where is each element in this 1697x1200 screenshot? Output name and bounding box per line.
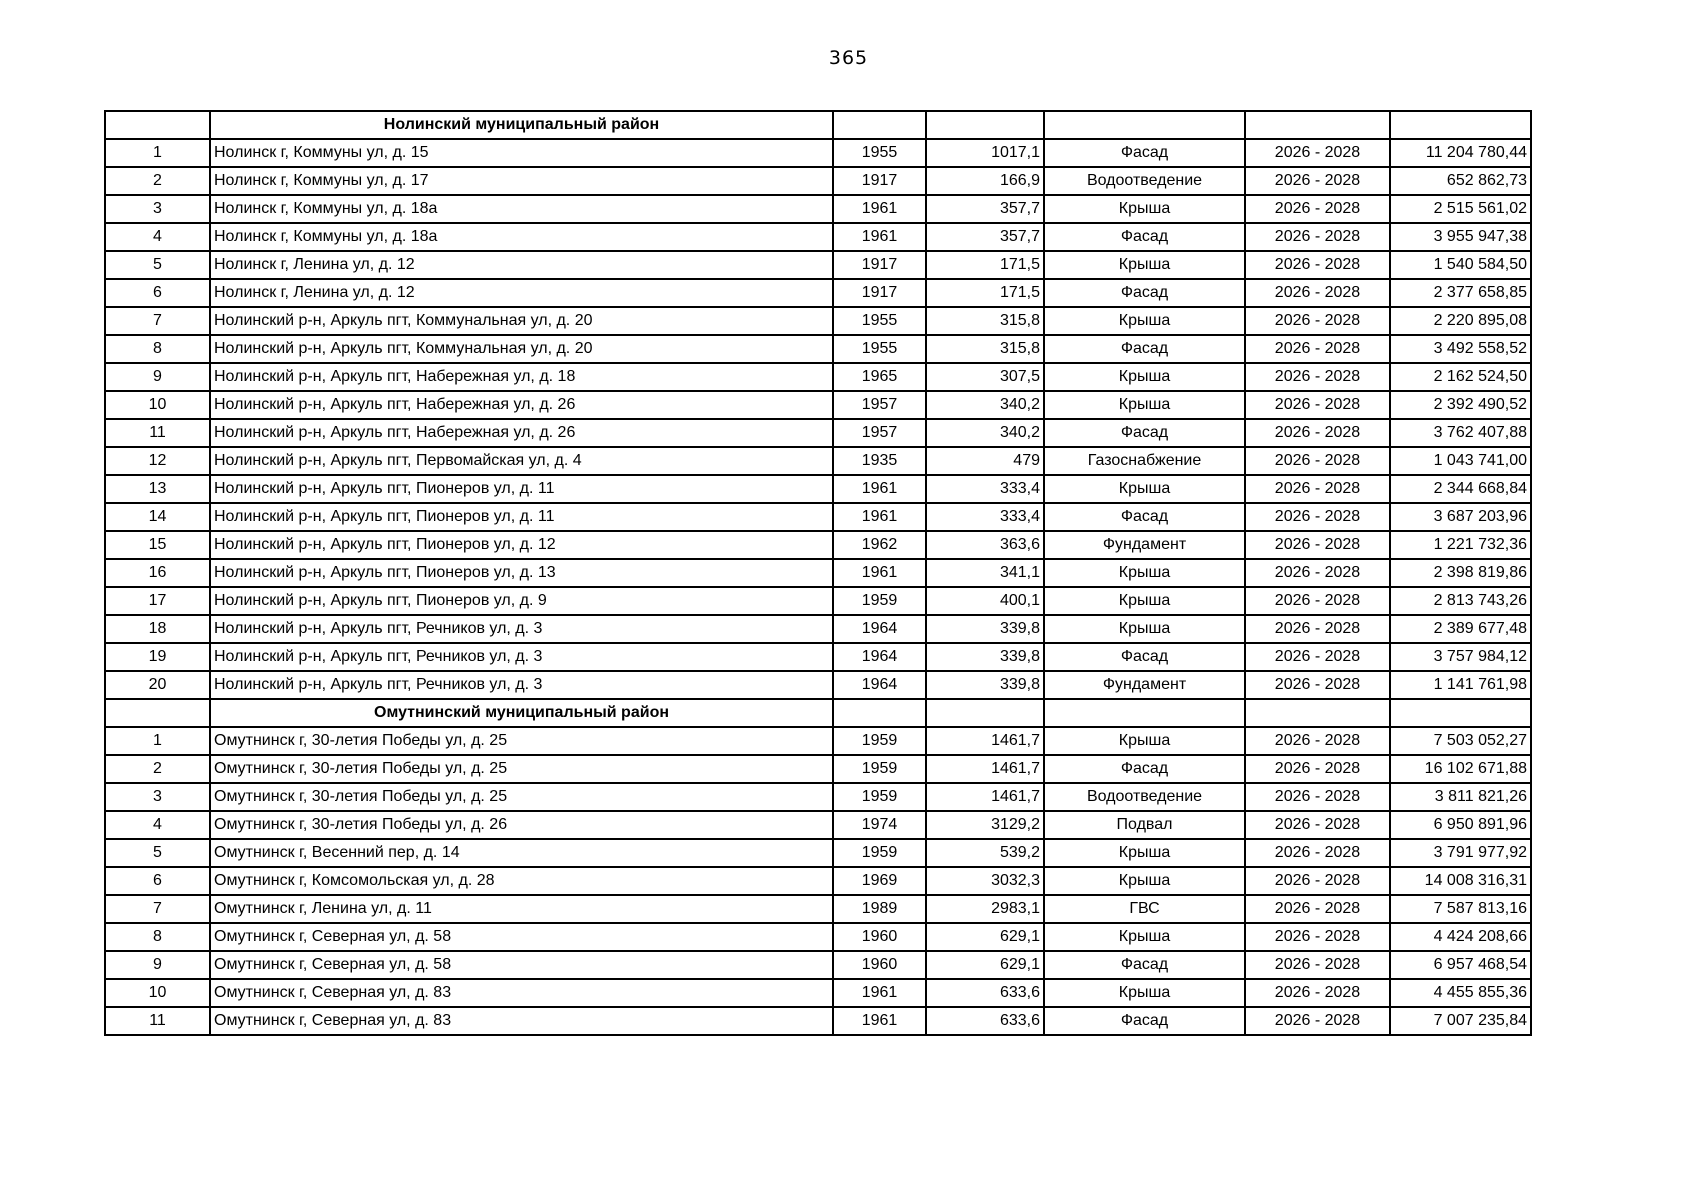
work-type-cell: Крыша <box>1044 391 1245 419</box>
year-cell: 1917 <box>833 167 926 195</box>
row-number: 20 <box>105 671 210 699</box>
year-cell: 1964 <box>833 643 926 671</box>
period-cell: 2026 - 2028 <box>1245 1007 1390 1035</box>
section-header-row <box>105 111 1531 139</box>
year-cell: 1989 <box>833 895 926 923</box>
period-cell: 2026 - 2028 <box>1245 643 1390 671</box>
period-cell: 2026 - 2028 <box>1245 363 1390 391</box>
work-type-cell: Фасад <box>1044 335 1245 363</box>
period-cell: 2026 - 2028 <box>1245 615 1390 643</box>
cost-cell: 2 377 658,85 <box>1390 279 1531 307</box>
cost-cell: 1 141 761,98 <box>1390 671 1531 699</box>
table-row <box>105 363 1531 391</box>
table-row <box>105 195 1531 223</box>
table-row <box>105 503 1531 531</box>
table-row <box>105 419 1531 447</box>
table-row <box>105 139 1531 167</box>
cost-cell: 7 587 813,16 <box>1390 895 1531 923</box>
area-cell: 339,8 <box>926 615 1044 643</box>
area-cell: 307,5 <box>926 363 1044 391</box>
work-type-cell: Крыша <box>1044 979 1245 1007</box>
address-cell: Омутнинск г, 30-летия Победы ул, д. 26 <box>210 811 833 839</box>
row-number: 11 <box>105 1007 210 1035</box>
work-type-cell: Крыша <box>1044 615 1245 643</box>
year-cell: 1961 <box>833 475 926 503</box>
address-cell: Нолинский р-н, Аркуль пгт, Пионеров ул, д. 13 <box>210 559 833 587</box>
cost-cell: 4 455 855,36 <box>1390 979 1531 1007</box>
table-row <box>105 531 1531 559</box>
year-cell: 1961 <box>833 195 926 223</box>
cost-cell: 3 687 203,96 <box>1390 503 1531 531</box>
cost-cell: 16 102 671,88 <box>1390 755 1531 783</box>
section-title: Нолинский муниципальный район <box>210 111 833 139</box>
period-cell: 2026 - 2028 <box>1245 783 1390 811</box>
year-cell: 1959 <box>833 587 926 615</box>
address-cell: Нолинск г, Коммуны ул, д. 15 <box>210 139 833 167</box>
area-cell: 341,1 <box>926 559 1044 587</box>
area-cell: 166,9 <box>926 167 1044 195</box>
address-cell: Нолинский р-н, Аркуль пгт, Речников ул, д. 3 <box>210 643 833 671</box>
row-number: 18 <box>105 615 210 643</box>
period-cell: 2026 - 2028 <box>1245 839 1390 867</box>
cost-cell: 652 862,73 <box>1390 167 1531 195</box>
table-row <box>105 279 1531 307</box>
row-number: 2 <box>105 755 210 783</box>
area-cell: 1461,7 <box>926 783 1044 811</box>
period-cell: 2026 - 2028 <box>1245 867 1390 895</box>
row-number: 3 <box>105 783 210 811</box>
period-cell: 2026 - 2028 <box>1245 811 1390 839</box>
empty-cell <box>1390 699 1531 727</box>
period-cell: 2026 - 2028 <box>1245 727 1390 755</box>
area-cell: 340,2 <box>926 419 1044 447</box>
work-type-cell: Крыша <box>1044 475 1245 503</box>
year-cell: 1917 <box>833 251 926 279</box>
table-row <box>105 671 1531 699</box>
area-cell: 629,1 <box>926 951 1044 979</box>
year-cell: 1957 <box>833 419 926 447</box>
cost-cell: 7 503 052,27 <box>1390 727 1531 755</box>
year-cell: 1935 <box>833 447 926 475</box>
table-row <box>105 951 1531 979</box>
area-cell: 339,8 <box>926 671 1044 699</box>
area-cell: 357,7 <box>926 195 1044 223</box>
address-cell: Нолинский р-н, Аркуль пгт, Коммунальная ул, д. 20 <box>210 307 833 335</box>
work-type-cell: Крыша <box>1044 587 1245 615</box>
table-row <box>105 811 1531 839</box>
work-type-cell: Фасад <box>1044 755 1245 783</box>
address-cell: Нолинск г, Ленина ул, д. 12 <box>210 279 833 307</box>
empty-cell <box>833 699 926 727</box>
address-cell: Нолинск г, Коммуны ул, д. 18а <box>210 195 833 223</box>
year-cell: 1965 <box>833 363 926 391</box>
year-cell: 1955 <box>833 335 926 363</box>
cost-cell: 3 757 984,12 <box>1390 643 1531 671</box>
address-cell: Омутнинск г, 30-летия Победы ул, д. 25 <box>210 727 833 755</box>
work-type-cell: Крыша <box>1044 251 1245 279</box>
work-type-cell: ГВС <box>1044 895 1245 923</box>
period-cell: 2026 - 2028 <box>1245 251 1390 279</box>
row-number: 8 <box>105 923 210 951</box>
cost-cell: 6 957 468,54 <box>1390 951 1531 979</box>
work-type-cell: Фасад <box>1044 951 1245 979</box>
period-cell: 2026 - 2028 <box>1245 195 1390 223</box>
period-cell: 2026 - 2028 <box>1245 139 1390 167</box>
cost-cell: 3 811 821,26 <box>1390 783 1531 811</box>
area-cell: 629,1 <box>926 923 1044 951</box>
table-row <box>105 447 1531 475</box>
year-cell: 1961 <box>833 503 926 531</box>
row-number: 19 <box>105 643 210 671</box>
cost-cell: 1 221 732,36 <box>1390 531 1531 559</box>
table-row <box>105 615 1531 643</box>
cost-cell: 3 955 947,38 <box>1390 223 1531 251</box>
address-cell: Омутнинск г, Северная ул, д. 83 <box>210 1007 833 1035</box>
address-cell: Омутнинск г, Ленина ул, д. 11 <box>210 895 833 923</box>
table-row <box>105 783 1531 811</box>
area-cell: 3129,2 <box>926 811 1044 839</box>
work-type-cell: Газоснабжение <box>1044 447 1245 475</box>
table-body <box>105 111 1531 1035</box>
year-cell: 1959 <box>833 755 926 783</box>
address-cell: Омутнинск г, Северная ул, д. 58 <box>210 951 833 979</box>
cost-cell: 1 043 741,00 <box>1390 447 1531 475</box>
address-cell: Нолинский р-н, Аркуль пгт, Набережная ул, д. 18 <box>210 363 833 391</box>
address-cell: Нолинский р-н, Аркуль пгт, Пионеров ул, д. 11 <box>210 475 833 503</box>
address-cell: Омутнинск г, 30-летия Победы ул, д. 25 <box>210 755 833 783</box>
page-number: 365 <box>828 47 869 69</box>
period-cell: 2026 - 2028 <box>1245 923 1390 951</box>
period-cell: 2026 - 2028 <box>1245 531 1390 559</box>
area-cell: 340,2 <box>926 391 1044 419</box>
table-row <box>105 559 1531 587</box>
table-row <box>105 475 1531 503</box>
year-cell: 1959 <box>833 727 926 755</box>
empty-cell <box>1044 699 1245 727</box>
period-cell: 2026 - 2028 <box>1245 279 1390 307</box>
cost-cell: 6 950 891,96 <box>1390 811 1531 839</box>
area-cell: 539,2 <box>926 839 1044 867</box>
area-cell: 333,4 <box>926 503 1044 531</box>
cost-cell: 3 791 977,92 <box>1390 839 1531 867</box>
row-number: 13 <box>105 475 210 503</box>
year-cell: 1959 <box>833 783 926 811</box>
row-number: 5 <box>105 251 210 279</box>
area-cell: 1461,7 <box>926 755 1044 783</box>
cost-cell: 2 220 895,08 <box>1390 307 1531 335</box>
address-cell: Омутнинск г, Весенний пер, д. 14 <box>210 839 833 867</box>
year-cell: 1961 <box>833 223 926 251</box>
period-cell: 2026 - 2028 <box>1245 307 1390 335</box>
table-row <box>105 251 1531 279</box>
area-cell: 2983,1 <box>926 895 1044 923</box>
table-row <box>105 307 1531 335</box>
row-number: 12 <box>105 447 210 475</box>
period-cell: 2026 - 2028 <box>1245 419 1390 447</box>
table-row <box>105 587 1531 615</box>
period-cell: 2026 - 2028 <box>1245 475 1390 503</box>
period-cell: 2026 - 2028 <box>1245 503 1390 531</box>
row-number: 15 <box>105 531 210 559</box>
row-number: 14 <box>105 503 210 531</box>
table-row <box>105 979 1531 1007</box>
address-cell: Нолинский р-н, Аркуль пгт, Набережная ул, д. 26 <box>210 419 833 447</box>
year-cell: 1961 <box>833 979 926 1007</box>
work-type-cell: Крыша <box>1044 195 1245 223</box>
period-cell: 2026 - 2028 <box>1245 671 1390 699</box>
cost-cell: 1 540 584,50 <box>1390 251 1531 279</box>
cost-cell: 2 813 743,26 <box>1390 587 1531 615</box>
area-cell: 633,6 <box>926 1007 1044 1035</box>
year-cell: 1957 <box>833 391 926 419</box>
address-cell: Нолинский р-н, Аркуль пгт, Коммунальная ул, д. 20 <box>210 335 833 363</box>
work-type-cell: Фундамент <box>1044 671 1245 699</box>
work-type-cell: Фасад <box>1044 1007 1245 1035</box>
cost-cell: 2 344 668,84 <box>1390 475 1531 503</box>
work-type-cell: Водоотведение <box>1044 783 1245 811</box>
period-cell: 2026 - 2028 <box>1245 391 1390 419</box>
area-cell: 633,6 <box>926 979 1044 1007</box>
row-number: 10 <box>105 391 210 419</box>
address-cell: Нолинский р-н, Аркуль пгт, Речников ул, д. 3 <box>210 671 833 699</box>
area-cell: 171,5 <box>926 279 1044 307</box>
address-cell: Нолинский р-н, Аркуль пгт, Набережная ул, д. 26 <box>210 391 833 419</box>
address-cell: Омутнинск г, 30-летия Победы ул, д. 25 <box>210 783 833 811</box>
empty-cell <box>105 111 210 139</box>
address-cell: Нолинский р-н, Аркуль пгт, Пионеров ул, д. 9 <box>210 587 833 615</box>
period-cell: 2026 - 2028 <box>1245 755 1390 783</box>
table-row <box>105 643 1531 671</box>
table-row <box>105 391 1531 419</box>
work-type-cell: Крыша <box>1044 867 1245 895</box>
row-number: 4 <box>105 811 210 839</box>
row-number: 6 <box>105 279 210 307</box>
address-cell: Нолинск г, Ленина ул, д. 12 <box>210 251 833 279</box>
table-row <box>105 223 1531 251</box>
year-cell: 1961 <box>833 1007 926 1035</box>
area-cell: 315,8 <box>926 335 1044 363</box>
period-cell: 2026 - 2028 <box>1245 951 1390 979</box>
year-cell: 1964 <box>833 615 926 643</box>
cost-cell: 2 515 561,02 <box>1390 195 1531 223</box>
year-cell: 1959 <box>833 839 926 867</box>
period-cell: 2026 - 2028 <box>1245 223 1390 251</box>
address-cell: Нолинский р-н, Аркуль пгт, Речников ул, д. 3 <box>210 615 833 643</box>
empty-cell <box>833 111 926 139</box>
period-cell: 2026 - 2028 <box>1245 587 1390 615</box>
period-cell: 2026 - 2028 <box>1245 895 1390 923</box>
empty-cell <box>1390 111 1531 139</box>
address-cell: Нолинский р-н, Аркуль пгт, Первомайская ул, д. 4 <box>210 447 833 475</box>
year-cell: 1969 <box>833 867 926 895</box>
work-type-cell: Подвал <box>1044 811 1245 839</box>
table-row <box>105 335 1531 363</box>
row-number: 10 <box>105 979 210 1007</box>
cost-cell: 2 389 677,48 <box>1390 615 1531 643</box>
area-cell: 3032,3 <box>926 867 1044 895</box>
section-title: Омутнинский муниципальный район <box>210 699 833 727</box>
table-row <box>105 867 1531 895</box>
area-cell: 357,7 <box>926 223 1044 251</box>
section-header-row <box>105 699 1531 727</box>
work-type-cell: Фасад <box>1044 279 1245 307</box>
address-cell: Нолинский р-н, Аркуль пгт, Пионеров ул, д. 12 <box>210 531 833 559</box>
area-cell: 1461,7 <box>926 727 1044 755</box>
cost-cell: 7 007 235,84 <box>1390 1007 1531 1035</box>
table-row <box>105 839 1531 867</box>
row-number: 6 <box>105 867 210 895</box>
year-cell: 1955 <box>833 307 926 335</box>
cost-cell: 2 392 490,52 <box>1390 391 1531 419</box>
area-cell: 171,5 <box>926 251 1044 279</box>
cost-cell: 14 008 316,31 <box>1390 867 1531 895</box>
row-number: 1 <box>105 727 210 755</box>
empty-cell <box>926 111 1044 139</box>
area-cell: 1017,1 <box>926 139 1044 167</box>
work-type-cell: Фасад <box>1044 223 1245 251</box>
work-type-cell: Крыша <box>1044 307 1245 335</box>
row-number: 11 <box>105 419 210 447</box>
row-number: 8 <box>105 335 210 363</box>
table-row <box>105 755 1531 783</box>
address-cell: Нолинск г, Коммуны ул, д. 17 <box>210 167 833 195</box>
empty-cell <box>1245 699 1390 727</box>
row-number: 17 <box>105 587 210 615</box>
address-cell: Нолинск г, Коммуны ул, д. 18а <box>210 223 833 251</box>
area-cell: 363,6 <box>926 531 1044 559</box>
row-number: 5 <box>105 839 210 867</box>
year-cell: 1960 <box>833 951 926 979</box>
work-type-cell: Фасад <box>1044 503 1245 531</box>
work-type-cell: Фасад <box>1044 643 1245 671</box>
row-number: 3 <box>105 195 210 223</box>
empty-cell <box>1245 111 1390 139</box>
row-number: 4 <box>105 223 210 251</box>
row-number: 7 <box>105 895 210 923</box>
year-cell: 1962 <box>833 531 926 559</box>
row-number: 16 <box>105 559 210 587</box>
work-type-cell: Крыша <box>1044 363 1245 391</box>
area-cell: 333,4 <box>926 475 1044 503</box>
cost-cell: 2 398 819,86 <box>1390 559 1531 587</box>
address-cell: Нолинский р-н, Аркуль пгт, Пионеров ул, д. 11 <box>210 503 833 531</box>
area-cell: 315,8 <box>926 307 1044 335</box>
empty-cell <box>1044 111 1245 139</box>
empty-cell <box>105 699 210 727</box>
year-cell: 1961 <box>833 559 926 587</box>
table-row <box>105 895 1531 923</box>
cost-cell: 2 162 524,50 <box>1390 363 1531 391</box>
work-type-cell: Крыша <box>1044 923 1245 951</box>
address-cell: Омутнинск г, Северная ул, д. 83 <box>210 979 833 1007</box>
period-cell: 2026 - 2028 <box>1245 335 1390 363</box>
work-type-cell: Крыша <box>1044 839 1245 867</box>
work-type-cell: Крыша <box>1044 559 1245 587</box>
work-type-cell: Водоотведение <box>1044 167 1245 195</box>
year-cell: 1955 <box>833 139 926 167</box>
area-cell: 339,8 <box>926 643 1044 671</box>
period-cell: 2026 - 2028 <box>1245 979 1390 1007</box>
work-type-cell: Крыша <box>1044 727 1245 755</box>
row-number: 9 <box>105 951 210 979</box>
work-type-cell: Фундамент <box>1044 531 1245 559</box>
year-cell: 1974 <box>833 811 926 839</box>
empty-cell <box>926 699 1044 727</box>
area-cell: 400,1 <box>926 587 1044 615</box>
table-row <box>105 1007 1531 1035</box>
cost-cell: 3 492 558,52 <box>1390 335 1531 363</box>
row-number: 2 <box>105 167 210 195</box>
year-cell: 1917 <box>833 279 926 307</box>
repair-program-table <box>104 110 1532 1036</box>
area-cell: 479 <box>926 447 1044 475</box>
address-cell: Омутнинск г, Комсомольская ул, д. 28 <box>210 867 833 895</box>
table-row <box>105 923 1531 951</box>
table-row <box>105 167 1531 195</box>
cost-cell: 11 204 780,44 <box>1390 139 1531 167</box>
table-row <box>105 727 1531 755</box>
period-cell: 2026 - 2028 <box>1245 447 1390 475</box>
period-cell: 2026 - 2028 <box>1245 559 1390 587</box>
year-cell: 1964 <box>833 671 926 699</box>
row-number: 9 <box>105 363 210 391</box>
address-cell: Омутнинск г, Северная ул, д. 58 <box>210 923 833 951</box>
work-type-cell: Фасад <box>1044 139 1245 167</box>
cost-cell: 4 424 208,66 <box>1390 923 1531 951</box>
row-number: 7 <box>105 307 210 335</box>
period-cell: 2026 - 2028 <box>1245 167 1390 195</box>
row-number: 1 <box>105 139 210 167</box>
work-type-cell: Фасад <box>1044 419 1245 447</box>
cost-cell: 3 762 407,88 <box>1390 419 1531 447</box>
year-cell: 1960 <box>833 923 926 951</box>
